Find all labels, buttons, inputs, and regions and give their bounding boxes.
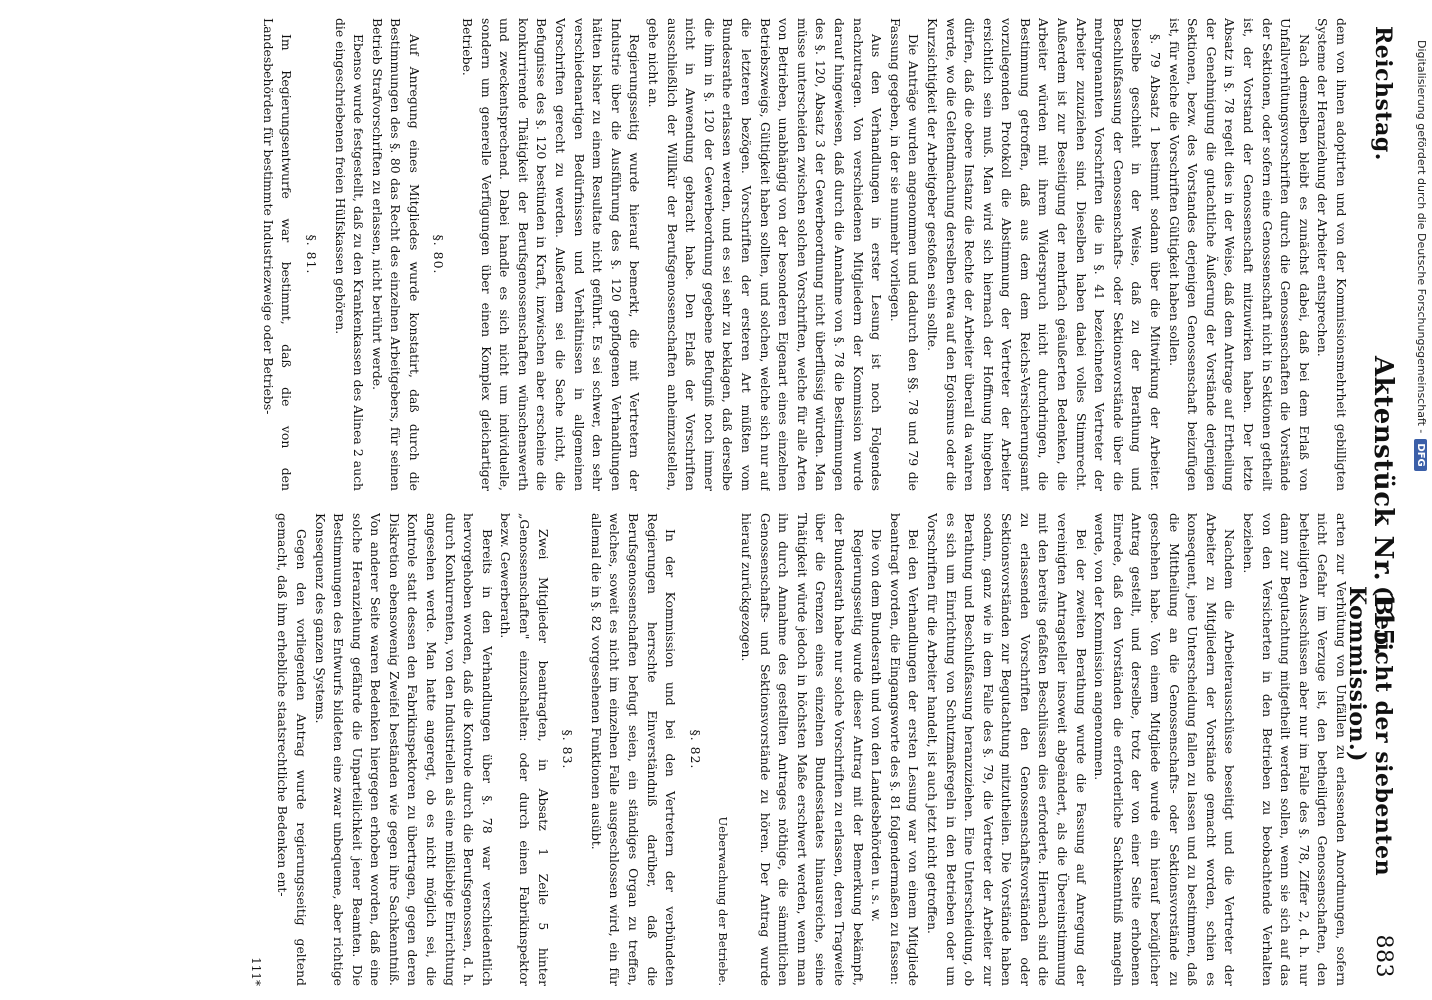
section-heading: §. 83. [560, 729, 576, 770]
paragraph: Nach demselben bleibt es zunächst dabei, daß bei dem Erlaß von Unfallverhütungsvorschriften durch die Genossenschaften die Vorstände der Sektionen, oder sofern eine Genossenschaft nicht in Sektionen getheilt ist, der Vorstand der Genossenschaft mitzuwirken haben. Der letzte Absatz in §. 78 regelt dies in der Weise, daß dem Antrage auf Ertheilung der Genehmigung die gutachtliche Äußerung der Vorstände derjenigen Sektionen, bezw. des Vorstandes derjenigen Genossenschaft beizufügen ist, für welche die Vorschriften Gültigkeit haben sollen. [1166, 18, 1312, 491]
paragraph: In der Kommission und bei den Vertretern der verbündeten Regierungen herrschte Einverständniß darüber, daß die Berufsgenossenschaften befugt seien, ein ständiges Organ zu treffen, welches, soweit es nicht im einzelnen Falle ausgeschlossen wird, ein für allemal die in §. 82 vorgesehenen Funktionen ausübt. [588, 513, 679, 986]
page-number: 883 [1371, 934, 1396, 978]
header-aktenstueck: Aktenstück Nr. 115. [1368, 356, 1398, 657]
paragraph: Aus den Verhandlungen in erster Lesung ist noch Folgendes nachzutragen. Von verschiedenen Mitgliedern der Kommission wurde darauf hingewiesen, daß durch die Annahme von §. 78 die Bestimmungen des §. 120, Absatz 3 der Gewerbeordnung nicht überflüssig würden. Man müsse unterscheiden zwischen solchen Vorschriften, welche für alle Arten von Betrieben, unabhängig von der besonderen Eigenart eines einzelnen Betriebszweigs, Gültigkeit haben sollten, und solchen, welche sich nur auf die letzteren bezögen. Vorschriften der ersteren Art müßten vom Bundesrathe erlassen werden, und es sei sehr zu beklagen, daß derselbe die ihm in §. 120 der Gewerbeordnung gegebene Befugniß noch immer nicht in Anwendung gebracht habe. Den Erlaß der Vorschriften ausschließlich der Willkür der Berufsgenossenschaften anheimzustellen, gehe nicht an. [646, 18, 885, 491]
paragraph: Die Anträge wurden angenommen und dadurch den §§. 78 und 79 die Fassung gegeben, in der sie nunmehr vorliegen. [887, 18, 922, 491]
dfg-logo: DFG [1414, 439, 1427, 470]
digitization-credit [1406, 0, 1428, 1000]
paragraph: Gegen den vorliegenden Antrag wurde regierungsseitig geltend gemacht, daß ihm erhebliche staatsrechtliche Bedenken ent- [275, 513, 309, 986]
text-column-left [14, 18, 1350, 491]
paragraph-continued: dem von ihnen adoptirten und von der Kommissionsmehrheit gebilligten Systeme der Heranziehung der Arbeiter entsprechen. [1315, 18, 1349, 491]
paragraph: Nachdem die Arbeiterausschüsse beseitigt und die Vertreter der Arbeiter zu Mitgliedern der Vorstände gemacht worden, schien es konsequent, jene Unterscheidung fallen zu lassen und zu bestimmen, daß die Mittheilung an die Genossenschafts- oder Sektionsvorstände zu geschehen habe. Von einem Mitgliede wurde ein hierauf bezüglicher Antrag gestellt, und derselbe, trotz der von einer Seite erhobenen Einrede, daß den Vorständen die erforderliche Sachkenntniß mangeln werde, von der Kommission angenommen. [1092, 513, 1238, 986]
paragraph: Im Regierungsentwurfe war bestimmt, daß die von den Landesbehörden für bestimmte Industriezweige oder Betriebs- [260, 18, 295, 491]
paragraph: Zwei Mitglieder beantragten, in Absatz 1 Zeile 5 hinter „Genossenschaften" einzuschalten: oder durch einen Fabrikinspektor bezw. Gewerberath. [498, 513, 551, 986]
page-content [14, 18, 1398, 986]
paragraph-continued: arten zur Verhütung von Unfällen zu erlassenden Anordnungen, sofern nicht Gefahr im Verzuge ist, den betheiligten Genossenschaften, den betheiligten Ausschüssen aber nur im Falle des §. 78, Ziffer 2, d. h. nur dann zur Begutachtung mitgetheilt werden sollen, wenn sie sich auf das von den Versicherten in den Betrieben zu beobachtende Verhalten beziehen. [1241, 513, 1349, 986]
text-column-right [14, 513, 1350, 986]
paragraph: Bei der zweiten Berathung wurde die Fassung auf Anregung der vereinigten Antragsteller insoweit abgeändert, als die Übereinstimmung mit den bereits gefaßten Beschlüssen dies erforderte. Hiernach sind die zu erlassenden Vorschriften den Genossenschaftsvorständen oder Sektionsvorständen zur Begutachtung mitzutheilen. Die Vorstände haben sodann, ganz wie in dem Falle des §. 79, die Vertreter der Arbeiter zur Berathung und Beschlußfassung heranzuziehen. Eine Unterscheidung, ob es sich um Einrichtung von Schutzmaßregeln in den Betrieben oder um Vorschriften für die Arbeiter handelt, ist auch jetzt nicht getroffen. [924, 513, 1089, 986]
paragraph: Regierungsseitig wurde dieser Antrag mit der Bemerkung bekämpft, der Bundesrath habe nur solche Vorschriften zu erlassen, deren Tragweite über die Grenzen eines einzelnen Bundesstaates hinausreiche, seine Thätigkeit würde jedoch in höchsten Maße erschwert werden, wenn man ihn durch Annahme des gestellten Antrages nöthige, die sämmtlichen Genossenschafts- und Sektionsvorstände zu hören. Der Antrag wurde hierauf zurückgezogen. [739, 513, 866, 986]
section-heading: §. 80. [431, 234, 447, 275]
section-heading: §. 82. [687, 729, 703, 770]
header-left: Reichstag. [1370, 26, 1396, 161]
running-header [1344, 26, 1398, 978]
section-heading: §. 81. [303, 234, 319, 275]
credit-text: Digitalisierung gefördert durch die Deutsche Forschungsgemeinschaft - [1415, 40, 1428, 434]
paragraph: Bei den Verhandlungen der ersten Lesung war von einem Mitgliede beantragt worden, die Eingangsworte des §. 81 folgendermaßen zu fassen: [887, 513, 922, 986]
subheading: Ueberwachung der Betriebe. [716, 816, 731, 986]
paragraph: Die von dem Bundesrath und von den Landesbehörden u. s. w. [869, 529, 885, 922]
paragraph: Bereits in den Verhandlungen über §. 78 war verschiedentlich hervorgehoben worden, daß die Kontrole durch die Berufsgenossen, d. h. durch Konkurrenten, von den Industriellen als eine mißliebige Einrichtung angesehen werde. Man hatte angeregt, ob es nicht möglich sei, die Kontrole statt dessen den Fabrikinspektoren zu übertragen, gegen deren Diskretion ebensowenig Zweifel beständen wie gegen ihre Sachkenntniß. Von anderer Seite waren Bedenken hiergegen erhoben worden, daß eine solche Heranziehung gefährde die Unparteilichkeit jener Beamten. Die Bestimmungen des Entwurfs bildeten eine zwar unbequeme, aber richtige Konsequenz des ganzen Systems. [312, 513, 495, 986]
credit-line [1414, 40, 1428, 1000]
paragraph: Auf Anregung eines Mitgliedes wurde konstatirt, daß durch die Bestimmungen des §. 80 das Recht des einzelnen Arbeitgebers, für seinen Betrieb Strafvorschriften zu erlassen, nicht berührt werde. [369, 18, 422, 491]
sheet-signature: 111* [248, 957, 263, 986]
text-columns [14, 18, 1350, 986]
header-right: (Bericht der siebenten Kommission.) [1344, 586, 1396, 877]
paragraph: Ebenso wurde festgestellt, daß zu den Krankenkassen des Alinea 2 auch die eingeschriebenen freien Hülfskassen gehören. [332, 18, 367, 491]
paragraph: Regierungsseitig wurde hierauf bemerkt, die mit Vertretern der Industrie über die Ausführung des §. 120 gepflogenen Verhandlungen hätten bisher zu einem Resultate nicht geführt. Es sei schwer, den sehr verschiedenartigen Bedürfnissen und Verhältnissen in allgemeinen Vorschriften gerecht zu werden. Außerdem sei die Sache nicht, die Befugnisse des §. 120 bestünden in Kraft, inzwischen aber erscheine die konkurrirende Thätigkeit der Berufsgenossenschaften wünschenswerth und zweckentsprechend. Dabei handle es sich nicht um individuelle, sondern um generelle Verfügungen über einen Komplex gleichartiger Betriebe. [460, 18, 643, 491]
paragraph: §. 79 Absatz 1 bestimmt sodann über die Mitwirkung der Arbeiter. Dieselbe geschieht in der Weise, daß zu der Berathung und Beschlußfassung der Genossenschafts- oder Sektionsvorstände über die mehrgenannten Vorschriften die in §. 41 bezeichneten Vertreter der Arbeiter zuzuziehen sind. Dieselben haben dabei volles Stimmrecht. Außerdem ist zur Beseitigung der mehrfach geäußerten Bedenken, die Arbeiter würden mit ihrem Widerspruch nicht durchdringen, die Bestimmung getroffen, daß aus dem dem Reichs-Versicherungsamt vorzulegenden Protokoll die Abstimmung der Vertreter der Arbeiter ersichtlich sein muß. Man wird sich hiernach der Hoffnung hingeben dürfen, daß die obere Instanz die Rechte der Arbeiter überall da wahren werde, wo die Geltendmachung derselben etwa auf den Egoismus oder die Kurzsichtigkeit der Arbeitgeber gestoßen sein sollte. [924, 18, 1164, 491]
